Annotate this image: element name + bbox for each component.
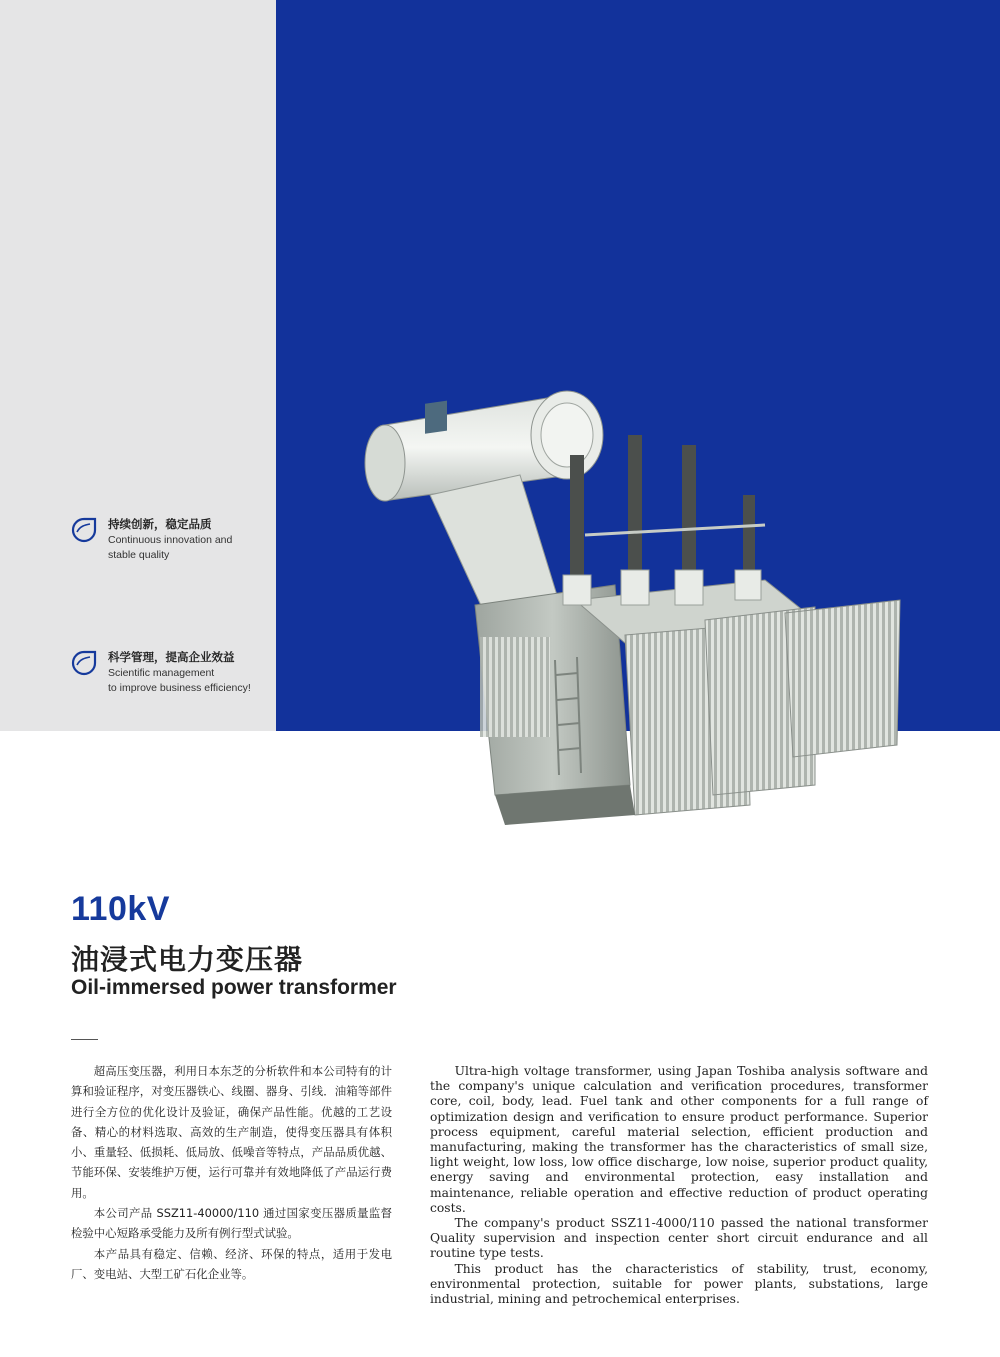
- feature-title-zh: 持续创新，稳定品质: [108, 517, 212, 531]
- feature-title-en: Continuous innovation and stable quality: [108, 534, 233, 561]
- title-divider: [71, 1039, 98, 1040]
- page-title-en: Oil-immersed power transformer: [71, 976, 397, 999]
- description-zh: [71, 1061, 392, 1284]
- description-zh-paragraph: 本产品具有稳定、信赖、经济、环保的特点，适用于发电厂、变电站、大型工矿石化企业等。: [71, 1246, 392, 1281]
- description-en-paragraph: Ultra-high voltage transformer, using Japan Toshiba analysis software and the company's unique calculation and verification procedures, transformer core, coil, body, lead. Fuel tank and other components for a full range of optimization design and verification to ensure product performance. Superior process equipment, careful material selection, efficient production and manufacturing, making the transformer has the characteristics of small size, light weight, low loss, low office discharge, low noise, superior product quality, energy saving and environmental protection, easy installation and maintenance, reliable operation and effective reduction of product operating costs.: [430, 1064, 928, 1215]
- description-zh-paragraph: 本公司产品 SSZ11-40000/110 通过国家变压器质量监督检验中心短路承受能力及所有例行型式试验。: [71, 1206, 392, 1241]
- feature-title-zh: 科学管理，提高企业效益: [108, 650, 235, 664]
- page-title-zh: 油浸式电力变压器: [71, 943, 304, 976]
- leaf-drop-icon: [71, 650, 97, 676]
- leaf-drop-icon: [71, 517, 97, 543]
- gray-side-panel: [0, 0, 276, 731]
- description-en-paragraph: This product has the characteristics of stability, trust, economy, environmental protection, suitable for power plants, substations, large industrial, mining and petrochemical enterprises.: [430, 1261, 928, 1307]
- feature-management: [71, 650, 251, 696]
- page-title-voltage: 110kV: [71, 890, 170, 928]
- feature-innovation: [71, 517, 232, 563]
- description-zh-paragraph: 超高压变压器，利用日本东芝的分析软件和本公司特有的计算和验证程序，对变压器铁心、线圈、器身、引线．油箱等部件进行全方位的优化设计及验证，确保产品性能。优越的工艺设备、精心的材料选取、高效的生产制造，使得变压器具有体积小、重量轻、低损耗、低局放、低噪音等特点，产品品质优越、节能环保、安装维护万便，运行可靠并有效地降低了产品运行费用。: [71, 1064, 392, 1200]
- transformer-product-image: [345, 375, 925, 835]
- feature-title-en: Scientific management to improve business efficiency!: [108, 667, 251, 694]
- description-en: [430, 1064, 928, 1307]
- description-en-paragraph: The company's product SSZ11-4000/110 passed the national transformer Quality supervision and inspection center short circuit endurance and all routine type tests.: [430, 1216, 928, 1261]
